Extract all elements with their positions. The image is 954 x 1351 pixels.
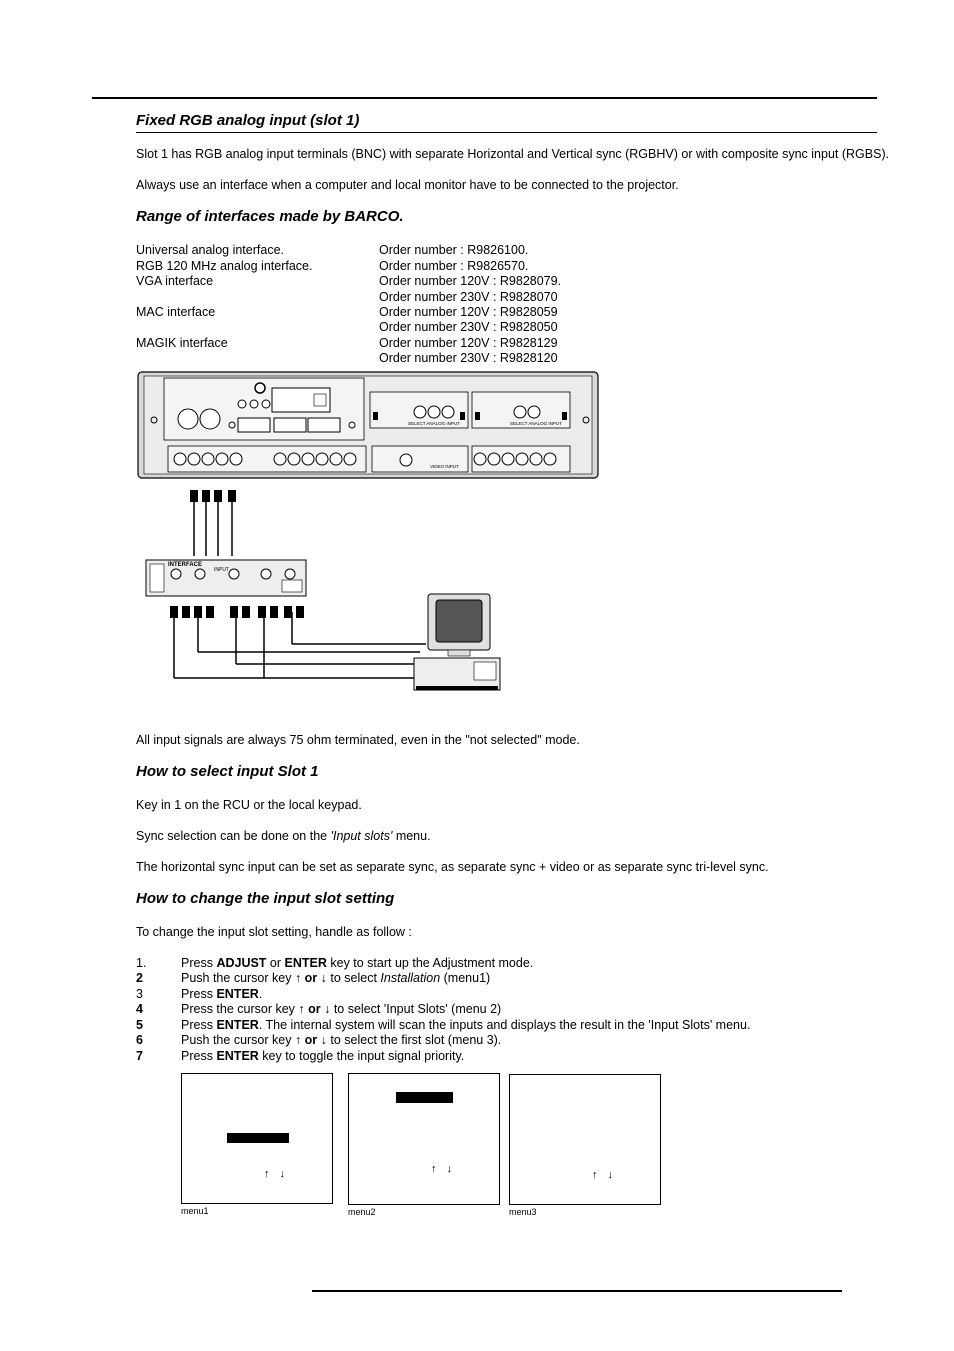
- step-text: Push the cursor key ↑ or ↓ to select Installation (menu1): [181, 971, 491, 985]
- menu2-box: [348, 1073, 500, 1205]
- bnc-connector: [230, 453, 242, 465]
- bnc-connector: [316, 453, 328, 465]
- bnc-connector: [302, 453, 314, 465]
- para-horizontal-sync: The horizontal sync input can be set as separate sync, as separate sync + video or as separate sync tri-level sync.: [136, 860, 769, 874]
- cable-plugs: [190, 490, 236, 502]
- input-label: INPUT: [214, 567, 229, 573]
- para-sync-selection: Sync selection can be done on the 'Input slots' menu.: [136, 829, 431, 843]
- cables-to-monitor: [174, 612, 426, 678]
- section-title-select-slot: How to select input Slot 1: [136, 763, 319, 780]
- monitor-computer: [414, 594, 500, 690]
- section-title-interfaces: Range of interfaces made by BARCO.: [136, 208, 404, 225]
- cable-plugs-lower: [170, 606, 304, 618]
- bnc-connector: [188, 453, 200, 465]
- menu2-caption: menu2: [348, 1207, 376, 1217]
- bnc-connector: [344, 453, 356, 465]
- bnc-connector: [330, 453, 342, 465]
- bnc-connector: [274, 453, 286, 465]
- interface-label: INTERFACE: [168, 562, 203, 568]
- interface-order: Order number 230V : R9828070: [379, 290, 558, 304]
- interface-order: Order number : R9826570.: [379, 259, 529, 273]
- menu3-box: [509, 1074, 661, 1205]
- bnc-connector: [202, 453, 214, 465]
- interface-box: [146, 560, 306, 596]
- section-title-change-slot: How to change the input slot setting: [136, 890, 395, 907]
- interface-name: Universal analog interface.: [136, 243, 284, 257]
- interface-order: Order number 120V : R9828059: [379, 305, 558, 319]
- bottom-rule: [312, 1290, 842, 1292]
- interface-order: Order number : R9826100.: [379, 243, 529, 257]
- interface-name: VGA interface: [136, 274, 214, 288]
- cursor-arrows-icon: ↑ or ↓: [294, 1033, 327, 1047]
- para-key-in: Key in 1 on the RCU or the local keypad.: [136, 798, 362, 812]
- menu1-caption: menu1: [181, 1206, 209, 1216]
- slot-label: SELECT ANALOG INPUT: [510, 421, 562, 426]
- cursor-arrows-icon: ↑ or ↓: [298, 1002, 331, 1016]
- bnc-connector: [544, 453, 556, 465]
- para-termination-note: All input signals are always 75 ohm terminated, even in the "not selected" mode.: [136, 733, 580, 747]
- step-number: 5: [136, 1018, 143, 1032]
- bnc-connector: [516, 453, 528, 465]
- interface-order: Order number 120V : R9828079.: [379, 274, 562, 288]
- cursor-arrows-icon: ↑ or ↓: [294, 971, 327, 985]
- bnc-connector: [502, 453, 514, 465]
- step-text: Press ADJUST or ENTER key to start up the Adjustment mode.: [181, 956, 534, 970]
- menu1-box: [181, 1073, 333, 1204]
- menu-highlight-bar: [396, 1092, 453, 1103]
- interface-order: Order number 230V : R9828120: [379, 351, 558, 365]
- top-rule: [92, 97, 877, 99]
- step-text: Push the cursor key ↑ or ↓ to select the first slot (menu 3).: [181, 1033, 502, 1047]
- interface-order: Order number 230V : R9828050: [379, 320, 558, 334]
- interface-name: RGB 120 MHz analog interface.: [136, 259, 313, 273]
- para-slot1-description: Slot 1 has RGB analog input terminals (BNC) with separate Horizontal and Vertical sync (RGBHV) or with composite sync input (RGBS).: [136, 147, 890, 161]
- interface-name: MAC interface: [136, 305, 216, 319]
- arrows-icon: ↑↓: [264, 1168, 295, 1180]
- bnc-connector: [288, 453, 300, 465]
- para-interface-advice: Always use an interface when a computer and local monitor have to be connected to the projector.: [136, 178, 679, 192]
- video-label: VIDEO INPUT: [430, 464, 459, 469]
- step-number: 3: [136, 987, 143, 1001]
- interface-name: MAGIK interface: [136, 336, 228, 350]
- arrows-icon: ↑↓: [592, 1169, 623, 1181]
- step-number: 4: [136, 1002, 143, 1016]
- bnc-connector: [216, 453, 228, 465]
- step-text: Press ENTER. The internal system will scan the inputs and displays the result in the 'Input Slots' menu.: [181, 1018, 751, 1032]
- menu-highlight-bar: [227, 1133, 289, 1143]
- connection-diagram: [130, 368, 610, 700]
- step-text: Press ENTER.: [181, 987, 263, 1001]
- step-number: 6: [136, 1033, 143, 1047]
- section-title-fixed-rgb: Fixed RGB analog input (slot 1): [136, 112, 360, 129]
- bnc-connector: [530, 453, 542, 465]
- step-text: Press ENTER key to toggle the input signal priority.: [181, 1049, 465, 1063]
- step-text: Press the cursor key ↑ or ↓ to select 'Input Slots' (menu 2): [181, 1002, 502, 1016]
- arrows-icon: ↑↓: [431, 1163, 462, 1175]
- step-number: 2: [136, 971, 143, 985]
- step-number: 1.: [136, 956, 147, 970]
- cables-to-interface: [194, 496, 232, 556]
- section-underline: [136, 132, 877, 133]
- slot-label: SELECT ANALOG INPUT: [408, 421, 460, 426]
- para-intro: To change the input slot setting, handle as follow :: [136, 925, 412, 939]
- bnc-connector: [488, 453, 500, 465]
- step-number: 7: [136, 1049, 143, 1063]
- bnc-connector: [174, 453, 186, 465]
- interface-order: Order number 120V : R9828129: [379, 336, 558, 350]
- bnc-connector: [474, 453, 486, 465]
- menu3-caption: menu3: [509, 1207, 537, 1217]
